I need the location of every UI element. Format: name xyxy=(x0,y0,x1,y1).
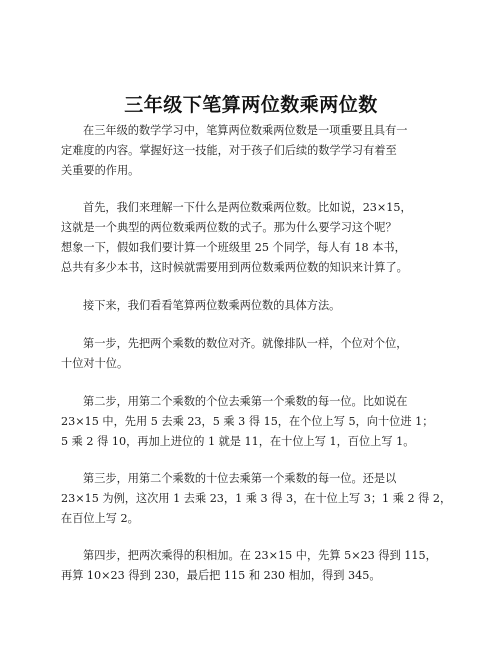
text-line: 这就是一个典型的两位数乘两位数的式子。那为什么要学习这个呢？ xyxy=(61,221,397,234)
text-line: 23×15 中，先用 5 去乘 23，5 乘 3 得 15，在个位上写 5，向十位进 1； xyxy=(61,415,434,428)
paragraph-step-2 xyxy=(61,392,445,452)
text-line: 总共有多少本书，这时候就需要用到两位数乘两位数的知识来计算了。 xyxy=(61,261,408,274)
text-line: 想象一下，假如我们要计算一个班级里 25 个同学，每人有 18 本书， xyxy=(61,241,406,254)
text-line: 关重要的作用。 xyxy=(61,164,140,177)
text-line: 接下来，我们看看笔算两位数乘两位数的具体方法。 xyxy=(83,299,341,312)
document-title: 三年级下笔算两位数乘两位数 xyxy=(124,94,378,116)
text-line: 第一步，先把两个乘数的数位对齐。就像排队一样，个位对个位， xyxy=(83,337,408,350)
paragraph-step-3 xyxy=(61,469,452,529)
text-line: 23×15 为例，这次用 1 去乘 23，1 乘 3 得 3，在十位上写 3；1 乘 2 得 2， xyxy=(61,492,452,505)
paragraph-step-4 xyxy=(61,546,445,586)
paragraph-definition xyxy=(61,198,445,278)
paragraph-intro xyxy=(61,121,445,181)
text-line: 首先，我们来理解一下什么是两位数乘两位数。比如说，23×15， xyxy=(83,201,412,214)
paragraph-method-intro xyxy=(61,296,445,316)
text-line: 5 乘 2 得 10，再加上进位的 1 就是 11，在十位上写 1，百位上写 1。 xyxy=(61,435,415,448)
text-line: 第二步，用第二个乘数的个位去乘第一个乘数的每一位。比如说在 xyxy=(83,395,408,408)
text-line: 再算 10×23 得到 230，最后把 115 和 230 相加，得到 345。 xyxy=(61,569,381,582)
text-line: 第三步，用第二个乘数的十位去乘第一个乘数的每一位。还是以 xyxy=(83,472,397,485)
text-line: 第四步，把两次乘得的积相加。在 23×15 中，先算 5×23 得到 115， xyxy=(83,549,437,562)
text-line: 在百位上写 2。 xyxy=(61,512,139,525)
text-line: 定难度的内容。掌握好这一技能，对于孩子们后续的数学学习有着至 xyxy=(61,144,397,157)
text-line: 在三年级的数学学习中，笔算两位数乘两位数是一项重要且具有一 xyxy=(83,124,408,137)
paragraph-step-1 xyxy=(61,334,445,374)
text-line: 十位对十位。 xyxy=(61,357,129,370)
